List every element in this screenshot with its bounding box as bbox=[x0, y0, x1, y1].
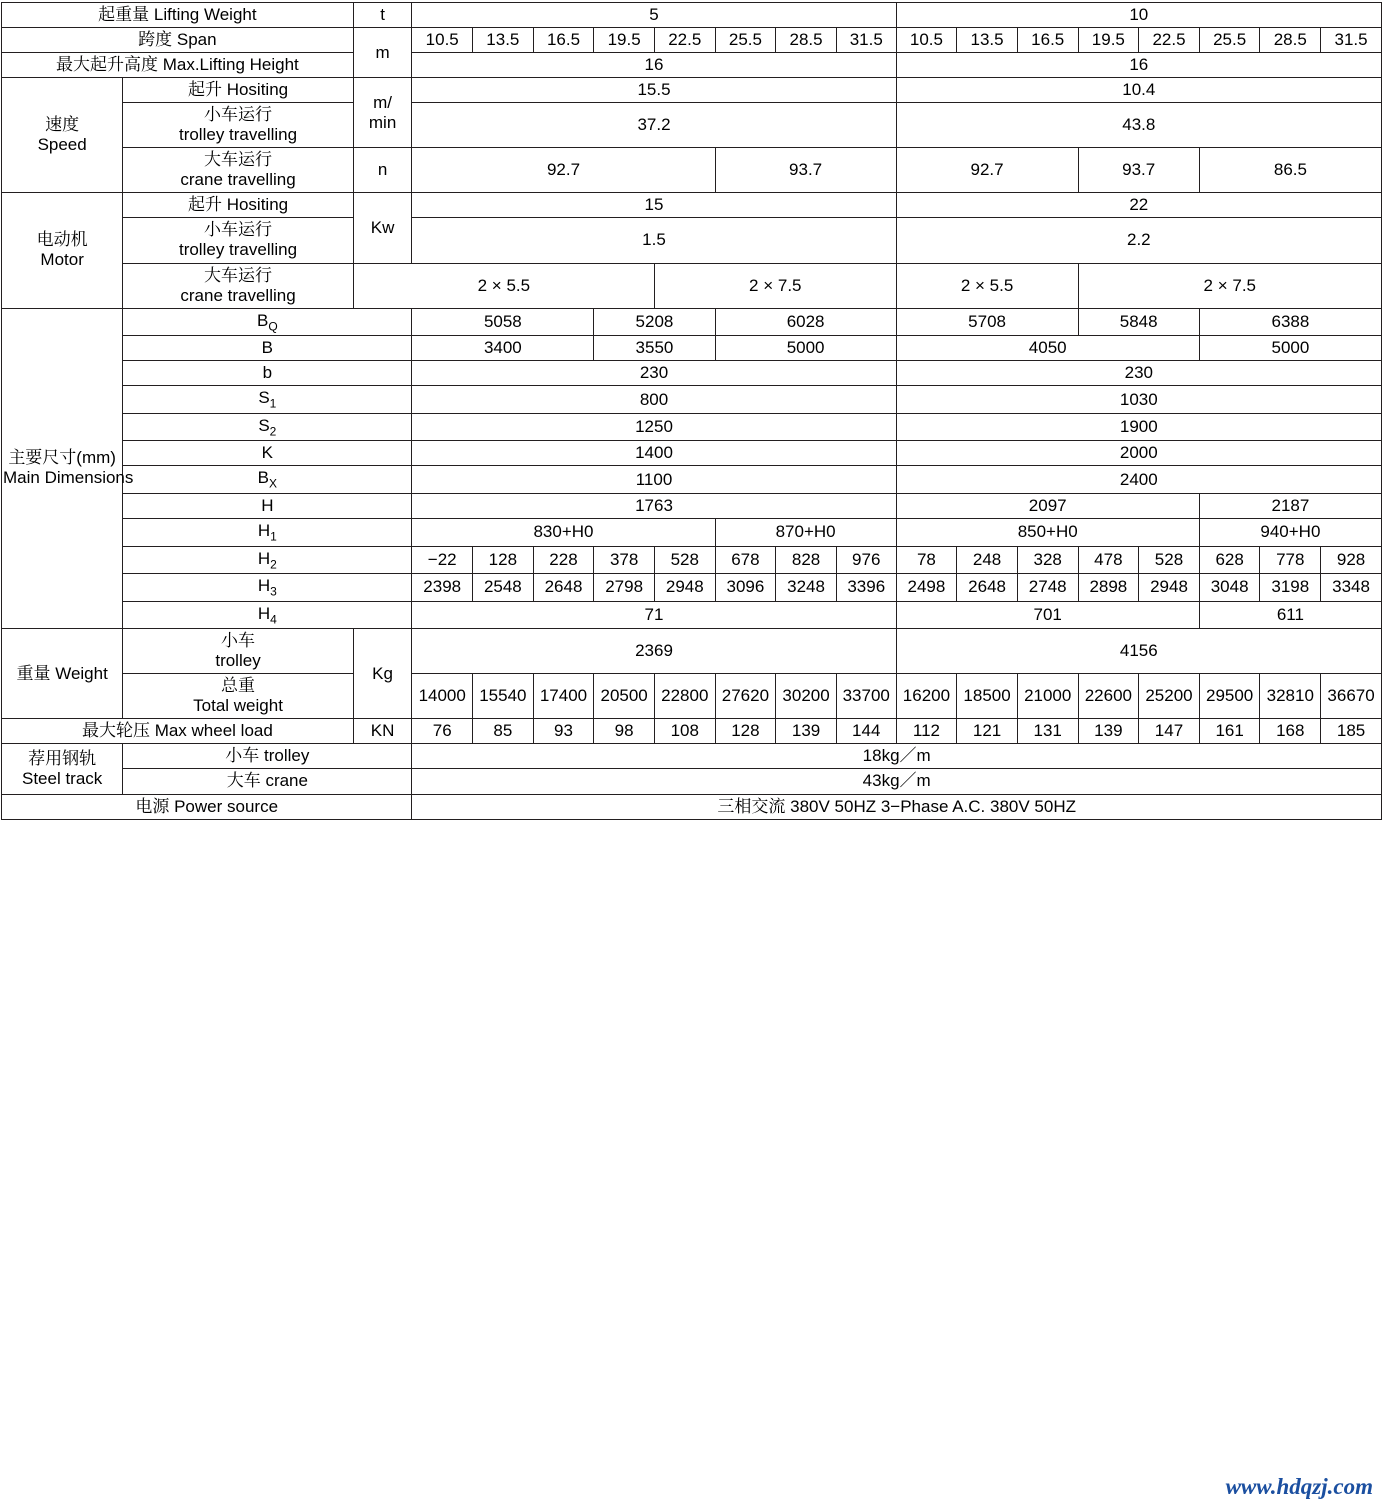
value-total-weight: 36670 bbox=[1321, 674, 1382, 719]
value-b-lower: 230 bbox=[412, 361, 896, 386]
table-row bbox=[2, 574, 1382, 602]
value-weight-trolley-10t: 4156 bbox=[896, 629, 1381, 674]
value-speed-crane: 86.5 bbox=[1199, 148, 1381, 193]
value-h: 2187 bbox=[1199, 493, 1381, 518]
table-row bbox=[2, 148, 1382, 193]
row-label-motor-crane: 大车运行 crane travelling bbox=[123, 263, 353, 308]
value-h3: 3096 bbox=[715, 574, 776, 602]
span-value: 16.5 bbox=[533, 28, 594, 53]
value-motor-hoisting-10t: 22 bbox=[896, 193, 1381, 218]
value-h1: 870+H0 bbox=[715, 518, 896, 546]
row-label-max-wheel-load: 最大轮压 Max wheel load bbox=[2, 719, 354, 744]
value-h3: 2648 bbox=[533, 574, 594, 602]
row-label-motor: 电动机 Motor bbox=[2, 193, 123, 308]
value-h3: 3348 bbox=[1321, 574, 1382, 602]
span-value: 16.5 bbox=[1017, 28, 1078, 53]
value-motor-crane: 2 × 5.5 bbox=[896, 263, 1078, 308]
span-value: 13.5 bbox=[957, 28, 1018, 53]
value-max-wheel-load: 139 bbox=[776, 719, 837, 744]
table-row bbox=[2, 3, 1382, 28]
value-h3: 2798 bbox=[594, 574, 655, 602]
value-max-wheel-load: 161 bbox=[1199, 719, 1260, 744]
value-h2: 528 bbox=[1139, 546, 1200, 574]
value-h2: 128 bbox=[473, 546, 534, 574]
value-max-wheel-load: 147 bbox=[1139, 719, 1200, 744]
span-value: 10.5 bbox=[412, 28, 473, 53]
table-row bbox=[2, 193, 1382, 218]
table-row bbox=[2, 744, 1382, 769]
unit-max-wheel-load: KN bbox=[353, 719, 412, 744]
value-max-wheel-load: 168 bbox=[1260, 719, 1321, 744]
value-steel-track-trolley: 18kg／m bbox=[412, 744, 1382, 769]
value-bq: 5848 bbox=[1078, 308, 1199, 336]
value-speed-crane: 92.7 bbox=[896, 148, 1078, 193]
value-max-lifting-height-10t: 16 bbox=[896, 53, 1381, 78]
value-h3: 2398 bbox=[412, 574, 473, 602]
value-h2: 928 bbox=[1321, 546, 1382, 574]
value-h2: 828 bbox=[776, 546, 837, 574]
value-s2: 1900 bbox=[896, 413, 1381, 441]
unit-span: m bbox=[353, 28, 412, 78]
value-max-lifting-height-5t: 16 bbox=[412, 53, 896, 78]
label-en: Span bbox=[176, 30, 217, 50]
row-label-total-weight: 总重 Total weight bbox=[123, 674, 353, 719]
unit-weight: Kg bbox=[353, 629, 412, 719]
value-bq: 5208 bbox=[594, 308, 715, 336]
table-row bbox=[2, 629, 1382, 674]
value-h3: 2748 bbox=[1017, 574, 1078, 602]
label-cn-en: 最大起升高度 Max.Lifting Height bbox=[55, 55, 299, 75]
row-label-weight-trolley: 小车 trolley bbox=[123, 629, 353, 674]
value-lifting-weight-5t: 5 bbox=[412, 3, 896, 28]
value-b: 4050 bbox=[896, 336, 1199, 361]
value-total-weight: 29500 bbox=[1199, 674, 1260, 719]
span-value: 31.5 bbox=[1321, 28, 1382, 53]
value-max-wheel-load: 131 bbox=[1017, 719, 1078, 744]
row-label-weight: 重量 Weight bbox=[2, 629, 123, 719]
value-total-weight: 16200 bbox=[896, 674, 957, 719]
value-total-weight: 33700 bbox=[836, 674, 896, 719]
row-label-speed-crane: 大车运行 crane travelling bbox=[123, 148, 353, 193]
value-total-weight: 14000 bbox=[412, 674, 473, 719]
value-speed-crane: 93.7 bbox=[715, 148, 896, 193]
value-max-wheel-load: 93 bbox=[533, 719, 594, 744]
table-row bbox=[2, 441, 1382, 466]
watermark-url: www.hdqzj.com bbox=[1225, 1474, 1373, 1499]
value-h2: 328 bbox=[1017, 546, 1078, 574]
value-speed-crane: 93.7 bbox=[1078, 148, 1199, 193]
value-h3: 2548 bbox=[473, 574, 534, 602]
table-row bbox=[2, 719, 1382, 744]
value-h3: 3198 bbox=[1260, 574, 1321, 602]
value-h1: 830+H0 bbox=[412, 518, 715, 546]
value-bq: 6388 bbox=[1199, 308, 1381, 336]
value-h2: 228 bbox=[533, 546, 594, 574]
value-max-wheel-load: 139 bbox=[1078, 719, 1139, 744]
table-row bbox=[2, 103, 1382, 148]
value-h: 1763 bbox=[412, 493, 896, 518]
value-max-wheel-load: 98 bbox=[594, 719, 655, 744]
table-row bbox=[2, 601, 1382, 629]
value-motor-trolley-10t: 2.2 bbox=[896, 218, 1381, 263]
value-k: 2000 bbox=[896, 441, 1381, 466]
value-h3: 3396 bbox=[836, 574, 896, 602]
row-label-main-dimensions: 主要尺寸(mm) Main Dimensions bbox=[2, 308, 123, 629]
value-total-weight: 32810 bbox=[1260, 674, 1321, 719]
span-value: 28.5 bbox=[1260, 28, 1321, 53]
label-cn: 起重量 bbox=[98, 5, 150, 24]
value-total-weight: 21000 bbox=[1017, 674, 1078, 719]
table-row bbox=[2, 518, 1382, 546]
row-label-steel-track-crane: 大车 crane bbox=[123, 769, 412, 794]
value-bq: 5708 bbox=[896, 308, 1078, 336]
value-h3: 2948 bbox=[654, 574, 715, 602]
row-label-steel-track-trolley: 小车 trolley bbox=[123, 744, 412, 769]
value-h2: 248 bbox=[957, 546, 1018, 574]
span-value: 22.5 bbox=[1139, 28, 1200, 53]
value-speed-trolley-10t: 43.8 bbox=[896, 103, 1381, 148]
table-row bbox=[2, 466, 1382, 494]
row-label-speed: 速度 Speed bbox=[2, 78, 123, 193]
value-b: 3400 bbox=[412, 336, 594, 361]
value-total-weight: 22800 bbox=[654, 674, 715, 719]
symbol-h3: $H_3$ bbox=[123, 574, 412, 602]
unit-lifting-weight: t bbox=[353, 3, 412, 28]
value-h3: 2898 bbox=[1078, 574, 1139, 602]
value-bq: 6028 bbox=[715, 308, 896, 336]
symbol-b-lower: b bbox=[123, 361, 412, 386]
value-h2: −22 bbox=[412, 546, 473, 574]
value-speed-crane: 92.7 bbox=[412, 148, 715, 193]
value-h3: 3248 bbox=[776, 574, 837, 602]
label-cn: 跨度 bbox=[138, 30, 173, 50]
table-row bbox=[2, 794, 1382, 819]
value-steel-track-crane: 43kg／m bbox=[412, 769, 1382, 794]
table-row bbox=[2, 769, 1382, 794]
table-row bbox=[2, 78, 1382, 103]
table-row bbox=[2, 218, 1382, 263]
value-max-wheel-load: 144 bbox=[836, 719, 896, 744]
unit-motor: Kw bbox=[353, 193, 412, 263]
span-value: 25.5 bbox=[715, 28, 776, 53]
value-max-wheel-load: 85 bbox=[473, 719, 534, 744]
value-s1: 800 bbox=[412, 386, 896, 414]
value-k: 1400 bbox=[412, 441, 896, 466]
table-row bbox=[2, 28, 1382, 53]
table-row bbox=[2, 53, 1382, 78]
unit-speed-crane: n bbox=[353, 148, 412, 193]
value-max-wheel-load: 76 bbox=[412, 719, 473, 744]
row-label-span bbox=[2, 28, 354, 53]
value-max-wheel-load: 128 bbox=[715, 719, 776, 744]
symbol-bq: $B_Q$ bbox=[123, 308, 412, 336]
span-value: 19.5 bbox=[594, 28, 655, 53]
crane-specification-table bbox=[1, 2, 1382, 820]
table-row bbox=[2, 361, 1382, 386]
value-h1: 940+H0 bbox=[1199, 518, 1381, 546]
row-label-motor-trolley: 小车运行 trolley travelling bbox=[123, 218, 353, 263]
value-max-wheel-load: 185 bbox=[1321, 719, 1382, 744]
label-en: Lifting Weight bbox=[153, 5, 257, 24]
value-h3: 2648 bbox=[957, 574, 1018, 602]
table-row bbox=[2, 386, 1382, 414]
value-total-weight: 17400 bbox=[533, 674, 594, 719]
value-h4: 701 bbox=[896, 601, 1199, 629]
value-total-weight: 15540 bbox=[473, 674, 534, 719]
value-h3: 2498 bbox=[896, 574, 957, 602]
span-value: 31.5 bbox=[836, 28, 896, 53]
value-total-weight: 30200 bbox=[776, 674, 837, 719]
value-h4: 71 bbox=[412, 601, 896, 629]
value-bq: 5058 bbox=[412, 308, 594, 336]
unit-speed: m/ min bbox=[353, 78, 412, 148]
value-total-weight: 18500 bbox=[957, 674, 1018, 719]
table-row bbox=[2, 493, 1382, 518]
value-max-wheel-load: 112 bbox=[896, 719, 957, 744]
value-lifting-weight-10t: 10 bbox=[896, 3, 1381, 28]
value-motor-trolley-5t: 1.5 bbox=[412, 218, 896, 263]
row-label-steel-track: 荐用钢轨 Steel track bbox=[2, 744, 123, 794]
value-max-wheel-load: 108 bbox=[654, 719, 715, 744]
symbol-s1: $S_1$ bbox=[123, 386, 412, 414]
value-h3: 3048 bbox=[1199, 574, 1260, 602]
value-b: 5000 bbox=[1199, 336, 1381, 361]
symbol-h4: $H_4$ bbox=[123, 601, 412, 629]
symbol-s2: $S_2$ bbox=[123, 413, 412, 441]
row-label-speed-trolley: 小车运行 trolley travelling bbox=[123, 103, 353, 148]
value-motor-crane: 2 × 7.5 bbox=[1078, 263, 1381, 308]
span-value: 13.5 bbox=[473, 28, 534, 53]
value-total-weight: 22600 bbox=[1078, 674, 1139, 719]
value-weight-trolley-5t: 2369 bbox=[412, 629, 896, 674]
value-h4: 611 bbox=[1199, 601, 1381, 629]
symbol-k: K bbox=[123, 441, 412, 466]
span-value: 22.5 bbox=[654, 28, 715, 53]
table-row bbox=[2, 336, 1382, 361]
value-power-source: 三相交流 380V 50HZ 3−Phase A.C. 380V 50HZ bbox=[412, 794, 1382, 819]
row-label-power-source: 电源 Power source bbox=[2, 794, 412, 819]
value-h2: 628 bbox=[1199, 546, 1260, 574]
symbol-bx: $B_X$ bbox=[123, 466, 412, 494]
symbol-b: B bbox=[123, 336, 412, 361]
value-total-weight: 25200 bbox=[1139, 674, 1200, 719]
value-h: 2097 bbox=[896, 493, 1199, 518]
row-label-speed-hoisting: 起升 Hositing bbox=[123, 78, 353, 103]
value-max-wheel-load: 121 bbox=[957, 719, 1018, 744]
value-s1: 1030 bbox=[896, 386, 1381, 414]
value-h2: 976 bbox=[836, 546, 896, 574]
table-row bbox=[2, 674, 1382, 719]
value-h2: 78 bbox=[896, 546, 957, 574]
symbol-h1: $H_1$ bbox=[123, 518, 412, 546]
table-row bbox=[2, 308, 1382, 336]
value-b-lower: 230 bbox=[896, 361, 1381, 386]
row-label-lifting-weight bbox=[2, 3, 354, 28]
value-b: 3550 bbox=[594, 336, 715, 361]
row-label-motor-hoisting: 起升 Hositing bbox=[123, 193, 353, 218]
table-row bbox=[2, 413, 1382, 441]
value-bx: 2400 bbox=[896, 466, 1381, 494]
value-motor-crane: 2 × 7.5 bbox=[654, 263, 896, 308]
table-row bbox=[2, 263, 1382, 308]
row-label-max-lifting-height bbox=[2, 53, 354, 78]
value-s2: 1250 bbox=[412, 413, 896, 441]
value-h2: 378 bbox=[594, 546, 655, 574]
value-bx: 1100 bbox=[412, 466, 896, 494]
value-motor-crane: 2 × 5.5 bbox=[353, 263, 654, 308]
value-h2: 478 bbox=[1078, 546, 1139, 574]
value-h2: 678 bbox=[715, 546, 776, 574]
symbol-h: H bbox=[123, 493, 412, 518]
value-h2: 528 bbox=[654, 546, 715, 574]
value-speed-hoisting-10t: 10.4 bbox=[896, 78, 1381, 103]
span-value: 25.5 bbox=[1199, 28, 1260, 53]
span-value: 19.5 bbox=[1078, 28, 1139, 53]
symbol-h2: $H_2$ bbox=[123, 546, 412, 574]
value-b: 5000 bbox=[715, 336, 896, 361]
value-h2: 778 bbox=[1260, 546, 1321, 574]
span-value: 28.5 bbox=[776, 28, 837, 53]
value-total-weight: 27620 bbox=[715, 674, 776, 719]
value-total-weight: 20500 bbox=[594, 674, 655, 719]
value-h3: 2948 bbox=[1139, 574, 1200, 602]
table-row bbox=[2, 546, 1382, 574]
value-speed-trolley-5t: 37.2 bbox=[412, 103, 896, 148]
span-value: 10.5 bbox=[896, 28, 957, 53]
value-motor-hoisting-5t: 15 bbox=[412, 193, 896, 218]
value-h1: 850+H0 bbox=[896, 518, 1199, 546]
value-speed-hoisting-5t: 15.5 bbox=[412, 78, 896, 103]
